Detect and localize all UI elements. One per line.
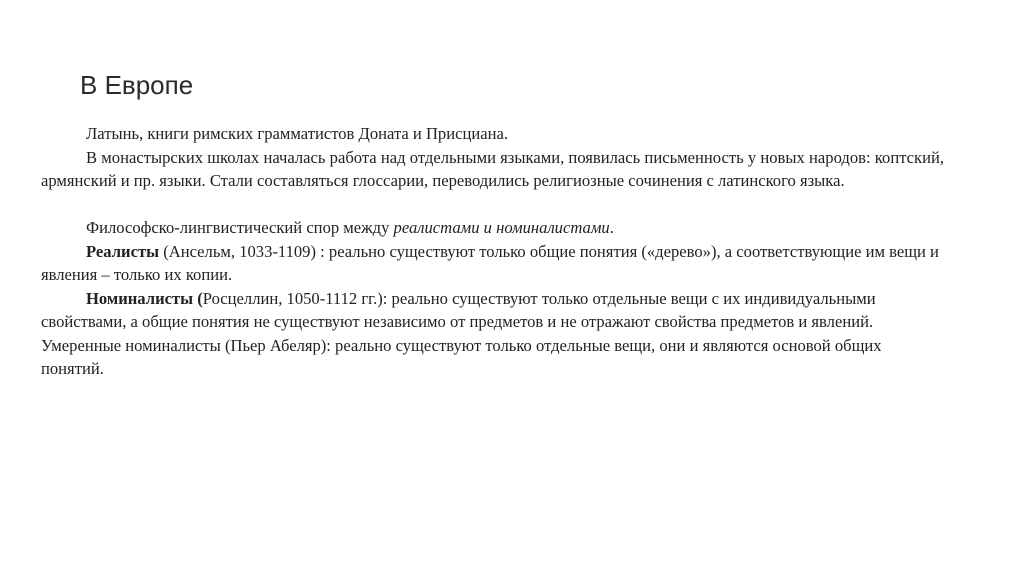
paragraph-dispute (41, 216, 944, 240)
paragraph-realists (41, 240, 944, 287)
dispute-lead-text: Философско-лингвистический спор между (86, 218, 394, 237)
paragraph-spacer (41, 193, 944, 217)
paragraph-latin: Латынь, книги римских грамматистов Доната и Присциана. (86, 124, 508, 143)
dispute-italic-text: реалистами и номиналистами (393, 218, 610, 237)
realists-term: Реалисты (86, 241, 160, 261)
slide-body (41, 122, 944, 381)
nominalists-term: Номиналисты ( (86, 288, 203, 308)
realists-text: (Ансельм, 1033-1109) : реально существуют только общие понятия («дерево»), а соответствующие им вещи и явления – только их копии. (41, 241, 939, 284)
paragraph-nominalists (41, 287, 944, 381)
paragraph-monastic-schools: В монастырских школах началась работа над отдельными языками, появилась письменность у новых народов: коптский, армянский и пр. языки. Стали составляться глоссарии, переводились религиозные сочинения с латинского языка. (41, 147, 944, 190)
slide-title: В Европе (80, 70, 194, 100)
nominalists-text: Росцеллин, 1050-1112 гг.): реально существуют только отдельные вещи с их индивидуальными свойствами, а общие понятия не существуют независимо от предметов и не отражают свойства предметов и явлений. Умеренные номиналисты (Пьер Абеляр): реально существуют только отдельные вещи, они и являются основой общих понятий. (41, 288, 882, 378)
dispute-end-text: . (609, 218, 614, 237)
